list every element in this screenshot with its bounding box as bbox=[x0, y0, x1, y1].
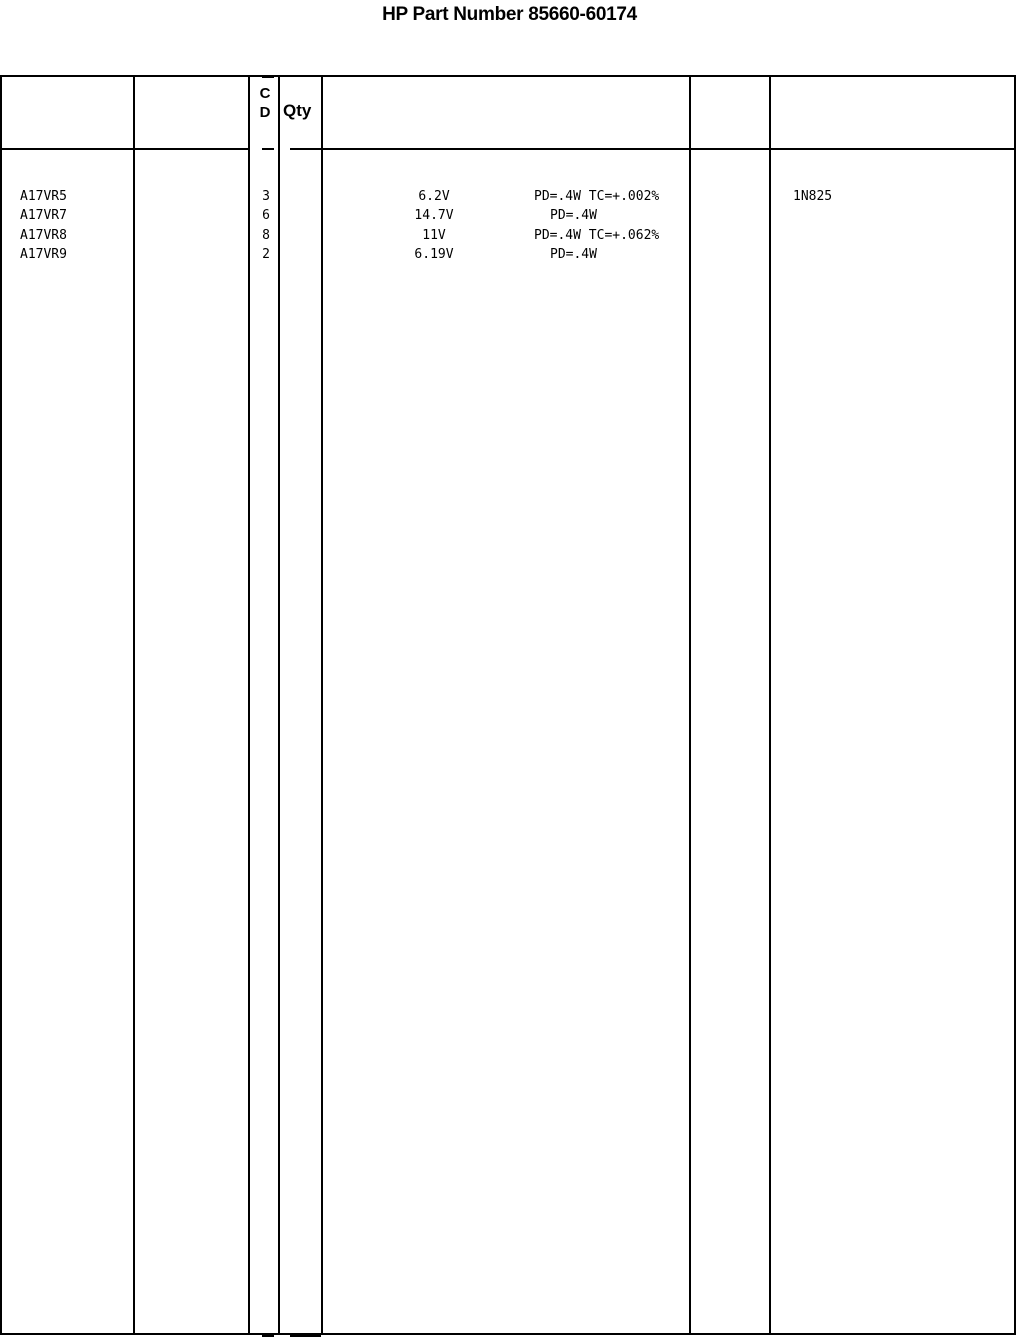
cd-column-top-mark bbox=[262, 76, 274, 78]
cd-column-header bbox=[258, 84, 272, 122]
mfr-part-number: 1N825 bbox=[793, 189, 833, 204]
voltage-value: 11V bbox=[422, 228, 446, 243]
ref-designator: A17VR5 bbox=[20, 189, 67, 204]
header-separator-left bbox=[2, 148, 248, 150]
column-divider-2 bbox=[248, 77, 250, 1334]
check-digit: 6 bbox=[262, 208, 270, 223]
column-divider-3 bbox=[278, 77, 280, 1334]
qty-column-header: Qty bbox=[283, 101, 312, 120]
cd-column-header-mark bbox=[262, 148, 274, 150]
parts-table-frame bbox=[0, 75, 1016, 1335]
column-divider-4 bbox=[321, 77, 323, 1334]
voltage-value: 6.2V bbox=[418, 189, 450, 204]
cd-header-bottom: D bbox=[259, 104, 271, 121]
check-digit: 8 bbox=[262, 228, 270, 243]
cd-column-bottom-mark bbox=[262, 1335, 274, 1337]
description-spec: PD=.4W bbox=[550, 247, 597, 262]
ref-designator: A17VR9 bbox=[20, 247, 67, 262]
voltage-value: 14.7V bbox=[414, 208, 454, 223]
check-digit: 2 bbox=[262, 247, 270, 262]
check-digit: 3 bbox=[262, 189, 270, 204]
column-divider-1 bbox=[133, 77, 135, 1334]
description-spec: PD=.4W TC=+.062% bbox=[534, 228, 660, 243]
page-title: HP Part Number 85660-60174 bbox=[382, 4, 637, 25]
description-spec: PD=.4W TC=+.002% bbox=[534, 189, 660, 204]
column-divider-6 bbox=[769, 77, 771, 1334]
qty-column-bottom-mark bbox=[290, 1335, 321, 1337]
column-divider-5 bbox=[689, 77, 691, 1334]
header-separator-right bbox=[323, 148, 1015, 150]
ref-designator: A17VR7 bbox=[20, 208, 67, 223]
description-spec: PD=.4W bbox=[550, 208, 597, 223]
cd-header-top: C bbox=[259, 85, 271, 102]
voltage-value: 6.19V bbox=[414, 247, 454, 262]
header-separator-qty bbox=[290, 148, 323, 150]
ref-designator: A17VR8 bbox=[20, 228, 67, 243]
